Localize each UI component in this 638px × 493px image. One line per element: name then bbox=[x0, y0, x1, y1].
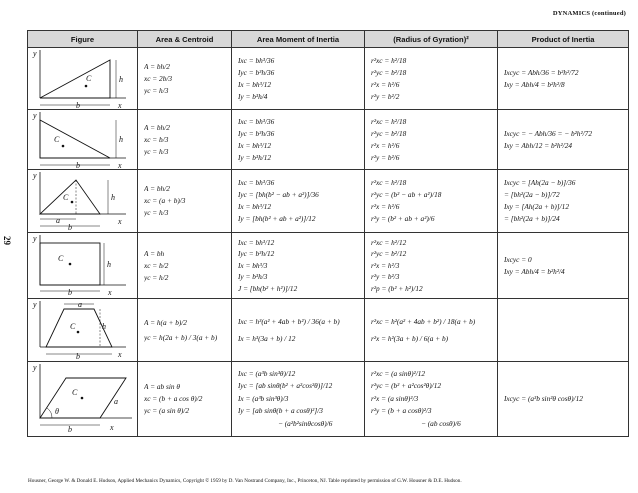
inertia-line: Ix = h³(3a + b) / 12 bbox=[238, 334, 296, 343]
centroid-label: C bbox=[86, 74, 92, 83]
axis-label-y: y bbox=[33, 49, 37, 58]
gyration-line: r²xc = h²(a² + 4ab + b²) / 18(a + b) bbox=[371, 317, 476, 326]
column-header-inertia: Area Moment of Inertia bbox=[232, 31, 365, 48]
side-label-a: a bbox=[78, 300, 82, 309]
inertia-line: Iyc = b³h/36 bbox=[238, 67, 275, 77]
inertia-line: Ix = bh³/12 bbox=[238, 140, 272, 150]
area-line: A = bh/2 bbox=[144, 184, 170, 193]
inertia-line: Ixc = (a³b sin³θ)/12 bbox=[238, 368, 296, 378]
centroid-x-line: xc = b/2 bbox=[144, 260, 169, 270]
area-line: A = bh/2 bbox=[144, 61, 170, 71]
side-label-a: a bbox=[114, 397, 118, 406]
inertia-line: Iyc = b³h/12 bbox=[238, 249, 275, 259]
centroid-label: C bbox=[72, 388, 78, 397]
inertia-line: Iy = [bh(b² + ab + a²)]/12 bbox=[238, 214, 316, 223]
inertia-cell bbox=[232, 170, 365, 233]
gyration-line: r²xc = h²/18 bbox=[371, 55, 407, 65]
gyration-line: r²x = h²(3a + b) / 6(a + b) bbox=[371, 334, 449, 343]
area-centroid-cell bbox=[138, 110, 232, 170]
area-line: A = bh/2 bbox=[144, 122, 170, 132]
area-centroid-cell bbox=[138, 233, 232, 299]
page-header: DYNAMICS (continued) bbox=[552, 10, 626, 17]
centroid-label: C bbox=[70, 322, 76, 331]
area-line: A = bh bbox=[144, 248, 165, 258]
centroid-x-line: xc = (a + b)/3 bbox=[144, 196, 186, 205]
base-label: b bbox=[76, 161, 80, 169]
inertia-line: Iy = [ab sinθ(b + a cosθ)²]/3 bbox=[238, 406, 323, 416]
inertia-cell bbox=[232, 299, 365, 362]
gyration-cell bbox=[365, 362, 498, 437]
table-row bbox=[28, 48, 629, 110]
centroid-label: C bbox=[54, 135, 60, 144]
product-line: Ixcyc = [Ah(2a − b)]/36 bbox=[504, 178, 576, 187]
triangle-general-figure bbox=[28, 170, 138, 232]
axis-label-x: x bbox=[118, 217, 122, 226]
centroid-label: C bbox=[63, 193, 69, 202]
inertia-line: Iyc = b³h/36 bbox=[238, 128, 275, 138]
product-line: Ixcyc = 0 bbox=[504, 254, 532, 264]
gyration-cell bbox=[365, 170, 498, 233]
page-number: 29 bbox=[2, 236, 12, 245]
table-row bbox=[28, 233, 629, 299]
inertia-line: Iy = b³h/4 bbox=[238, 91, 268, 101]
inertia-line: − (a²b²sinθcosθ)/6 bbox=[278, 418, 333, 428]
gyration-line: r²yc = b²/18 bbox=[371, 128, 407, 138]
product-cell bbox=[498, 48, 629, 110]
centroid-y-line: yc = h/3 bbox=[144, 208, 169, 217]
gyration-line: r²x = h²/6 bbox=[371, 202, 400, 211]
gyration-line: r²xc = h²/18 bbox=[371, 116, 407, 126]
inertia-line: Ixc = bh³/12 bbox=[238, 237, 275, 247]
height-label: h bbox=[102, 322, 106, 331]
inertia-cell bbox=[232, 233, 365, 299]
inertia-line: Iyc = [ab sinθ(b² + a²cos²θ)]/12 bbox=[238, 381, 333, 391]
product-line: Ixy = Abh/4 = b²h²/8 bbox=[504, 79, 565, 89]
column-header-figure: Figure bbox=[28, 31, 138, 48]
triangle-right-figure bbox=[28, 110, 138, 169]
gyration-line: r²y = b²/6 bbox=[371, 152, 400, 162]
axis-label-x: x bbox=[118, 161, 122, 169]
product-line: = [bh²(2a − b)]/72 bbox=[504, 190, 560, 199]
figure-cell bbox=[28, 110, 138, 170]
base-label: b bbox=[68, 223, 72, 232]
area-line: A = h(a + b)/2 bbox=[144, 318, 187, 327]
axis-label-x: x bbox=[110, 423, 114, 432]
figure-cell bbox=[28, 233, 138, 299]
centroid-x-line: xc = (b + a cos θ)/2 bbox=[144, 394, 203, 403]
column-header-product: Product of Inertia bbox=[498, 31, 629, 48]
centroid-y-line: yc = h/3 bbox=[144, 146, 169, 156]
centroid-x-line: xc = b/3 bbox=[144, 134, 169, 144]
inertia-cell bbox=[232, 48, 365, 110]
product-line: Ixcyc = (a³b sin²θ cosθ)/12 bbox=[504, 394, 583, 403]
inertia-line: Iy = b³h/12 bbox=[238, 152, 272, 162]
gyration-line: r²xc = h²/12 bbox=[371, 237, 407, 247]
centroid-y-line: yc = h(2a + b) / 3(a + b) bbox=[144, 333, 218, 342]
gyration-cell bbox=[365, 48, 498, 110]
gyration-line: r²xc = (a sinθ)²/12 bbox=[371, 368, 426, 378]
inertia-line: Ixc = bh³/36 bbox=[238, 116, 275, 126]
rectangle-figure bbox=[28, 233, 138, 298]
product-cell bbox=[498, 299, 629, 362]
footnote: Housner, George W. & Donald E. Hudson, Applied Mechanics Dynamics, Copyright © 1959 by D. Van Nostrand Company, Inc., Princeton, NJ. Table reprinted by permission of G.W. Housner & D.E. Hudson. bbox=[28, 478, 462, 484]
inertia-line: J = [bh(b² + h²)]/12 bbox=[238, 283, 298, 293]
gyration-line: r²y = (b + a cosθ)²/3 bbox=[371, 406, 432, 416]
triangle-right-figure bbox=[28, 48, 138, 109]
product-line: Ixcyc = Abh/36 = b²h²/72 bbox=[504, 67, 579, 77]
table-header-row bbox=[28, 31, 629, 48]
table-row bbox=[28, 170, 629, 233]
figure-cell bbox=[28, 170, 138, 233]
table-row bbox=[28, 362, 629, 437]
product-cell bbox=[498, 362, 629, 437]
gyration-line: r²yc = (b² + a²cos²θ)/12 bbox=[371, 381, 442, 391]
inertia-line: Iyc = [bh(b² − ab + a²)]/36 bbox=[238, 190, 319, 199]
inertia-line: Ix = bh³/3 bbox=[238, 260, 268, 270]
parallelogram-figure bbox=[28, 362, 138, 436]
inertia-line: Ix = bh³/12 bbox=[238, 79, 272, 89]
table-row bbox=[28, 299, 629, 362]
height-label: h bbox=[119, 135, 123, 144]
gyration-line: r²x = h²/6 bbox=[371, 79, 400, 89]
product-cell bbox=[498, 233, 629, 299]
gyration-cell bbox=[365, 299, 498, 362]
axis-label-y: y bbox=[33, 111, 37, 120]
base-label: b bbox=[68, 288, 72, 297]
angle-label: θ bbox=[55, 407, 59, 416]
figure-cell bbox=[28, 299, 138, 362]
product-line: Ixy = Abh/4 = b²h²/4 bbox=[504, 266, 565, 276]
gyration-line: r²p = (b² + h²)/12 bbox=[371, 283, 423, 293]
base-label: b bbox=[76, 352, 80, 361]
gyration-line: r²y = b²/2 bbox=[371, 91, 400, 101]
gyration-line: r²yc = b²/12 bbox=[371, 249, 407, 259]
gyration-line: r²xc = h²/18 bbox=[371, 178, 407, 187]
height-label: h bbox=[111, 193, 115, 202]
centroid-y-line: yc = h/3 bbox=[144, 85, 169, 95]
gyration-line: r²y = b²/3 bbox=[371, 272, 400, 282]
gyration-line: r²x = h²/3 bbox=[371, 260, 400, 270]
trapezoid-figure bbox=[28, 299, 138, 361]
table-row bbox=[28, 110, 629, 170]
side-label-a: a bbox=[56, 216, 60, 225]
inertia-line: Ixc = h³(a² + 4ab + b²) / 36(a + b) bbox=[238, 317, 340, 326]
gyration-line: − (ab cosθ)/6 bbox=[421, 418, 461, 428]
axis-label-y: y bbox=[33, 363, 37, 372]
gyration-line: r²x = h²/6 bbox=[371, 140, 400, 150]
area-centroid-cell bbox=[138, 362, 232, 437]
area-line: A = ab sin θ bbox=[144, 382, 180, 391]
inertia-line: Ixc = bh³/36 bbox=[238, 55, 275, 65]
axis-label-y: y bbox=[33, 171, 37, 180]
axis-label-x: x bbox=[108, 288, 112, 297]
inertia-line: Ix = bh³/12 bbox=[238, 202, 272, 211]
inertia-cell bbox=[232, 362, 365, 437]
area-centroid-cell bbox=[138, 48, 232, 110]
gyration-line: r²y = (b² + ab + a²)/6 bbox=[371, 214, 435, 223]
product-line: = [bh²(2a + b)]/24 bbox=[504, 214, 560, 223]
column-header-gyration: (Radius of Gyration)² bbox=[365, 31, 498, 48]
base-label: b bbox=[76, 101, 80, 109]
height-label: h bbox=[107, 260, 111, 269]
centroid-y-line: yc = h/2 bbox=[144, 272, 169, 282]
product-line: Ixy = Abh/12 = b²h²/24 bbox=[504, 140, 572, 150]
figure-cell bbox=[28, 48, 138, 110]
height-label: h bbox=[119, 75, 123, 84]
gyration-cell bbox=[365, 233, 498, 299]
gyration-cell bbox=[365, 110, 498, 170]
area-centroid-cell bbox=[138, 299, 232, 362]
axis-label-x: x bbox=[118, 101, 122, 109]
inertia-cell bbox=[232, 110, 365, 170]
product-line: Ixcyc = − Abh/36 = − b²h²/72 bbox=[504, 128, 592, 138]
column-header-area: Area & Centroid bbox=[138, 31, 232, 48]
inertia-line: Ix = (a³b sin³θ)/3 bbox=[238, 393, 289, 403]
axis-label-x: x bbox=[118, 350, 122, 359]
gyration-line: r²x = (a sinθ)²/3 bbox=[371, 393, 419, 403]
base-label: b bbox=[68, 425, 72, 434]
figure-cell bbox=[28, 362, 138, 437]
axis-label-y: y bbox=[33, 300, 37, 309]
product-line: Ixy = [Ah(2a + b)]/12 bbox=[504, 202, 569, 211]
axis-label-y: y bbox=[33, 234, 37, 243]
product-cell bbox=[498, 110, 629, 170]
properties-table bbox=[27, 30, 629, 437]
area-centroid-cell bbox=[138, 170, 232, 233]
centroid-y-line: yc = (a sin θ)/2 bbox=[144, 406, 189, 415]
centroid-label: C bbox=[58, 254, 64, 263]
product-cell bbox=[498, 170, 629, 233]
gyration-line: r²yc = (b² − ab + a²)/18 bbox=[371, 190, 442, 199]
gyration-line: r²yc = b²/18 bbox=[371, 67, 407, 77]
inertia-line: Iy = b³h/3 bbox=[238, 272, 268, 282]
inertia-line: Ixc = bh³/36 bbox=[238, 178, 275, 187]
centroid-x-line: xc = 2b/3 bbox=[144, 73, 173, 83]
